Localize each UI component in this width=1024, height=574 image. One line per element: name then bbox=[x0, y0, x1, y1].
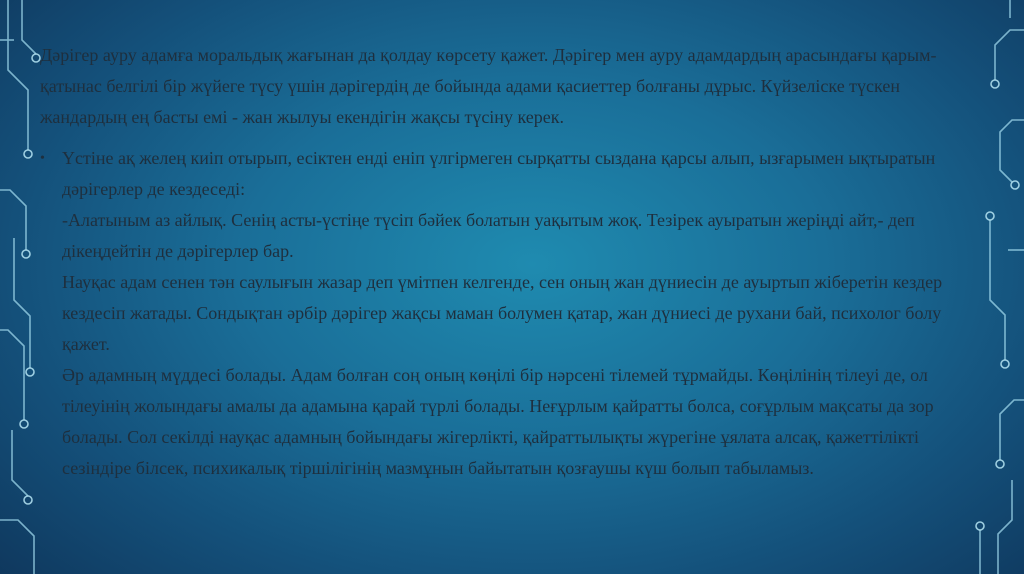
bullet-dot: • bbox=[40, 151, 45, 166]
bullet-line-4: Әр адамның мүддесі болады. Адам болған соң оның көңілі бір нәрсені тілемей тұрмайды. Көңілінің тілеуі де, ол тілеуінің жолындағы амалы да адамына қарай түрлі болады. Неғұрлым қайратты болса, соғұрлым мақсаты да зор болады. Сол секілді науқас адамның бойындағы жігерлікті, қайраттылықты жүрегіне ұялата алсақ, қажеттілікті сезіндіре білсек, психикалық тіршілігінің мазмұнын байытатын қозғаушы күш болып табыламыз. bbox=[62, 365, 934, 478]
slide-body bbox=[40, 40, 975, 484]
bullet-line-3: Науқас адам сенен тән саулығын жазар деп үмітпен келгенде, сен оның жан дүниесін де ауыртып жіберетін кездер кездесіп жатады. Сондықтан әрбір дәрігер жақсы маман болумен қатар, жан дүниесі де рухани бай, психолог болу қажет. bbox=[62, 272, 943, 354]
bullet-item bbox=[40, 143, 975, 484]
bullet-line-1: Үстіне ақ желең киіп отырып, есіктен енді еніп үлгірмеген сырқатты сыздана қарсы алып, ызғарымен ықтыратын дәрігерлер де кездеседі: bbox=[62, 148, 936, 199]
bullet-line-2: -Алатыным аз айлық. Сенің асты-үстіңе түсіп бәйек болатын уақытым жоқ. Тезірек ауыратын жеріңді айт,- деп дікеңдейтін де дәрігерлер бар. bbox=[62, 210, 915, 261]
intro-paragraph: Дәрігер ауру адамға моральдық жағынан да қолдау көрсету қажет. Дәрігер мен ауру адамдардың арасындағы қарым-қатынас белгілі бір жүйеге түсу үшін дәрігердің де бойында адами қасиеттер болғаны дұрыс. Күйзеліске түскен жандардың ең басты емі - жан жылуы екендігін жақсы түсіну керек. bbox=[40, 45, 937, 127]
